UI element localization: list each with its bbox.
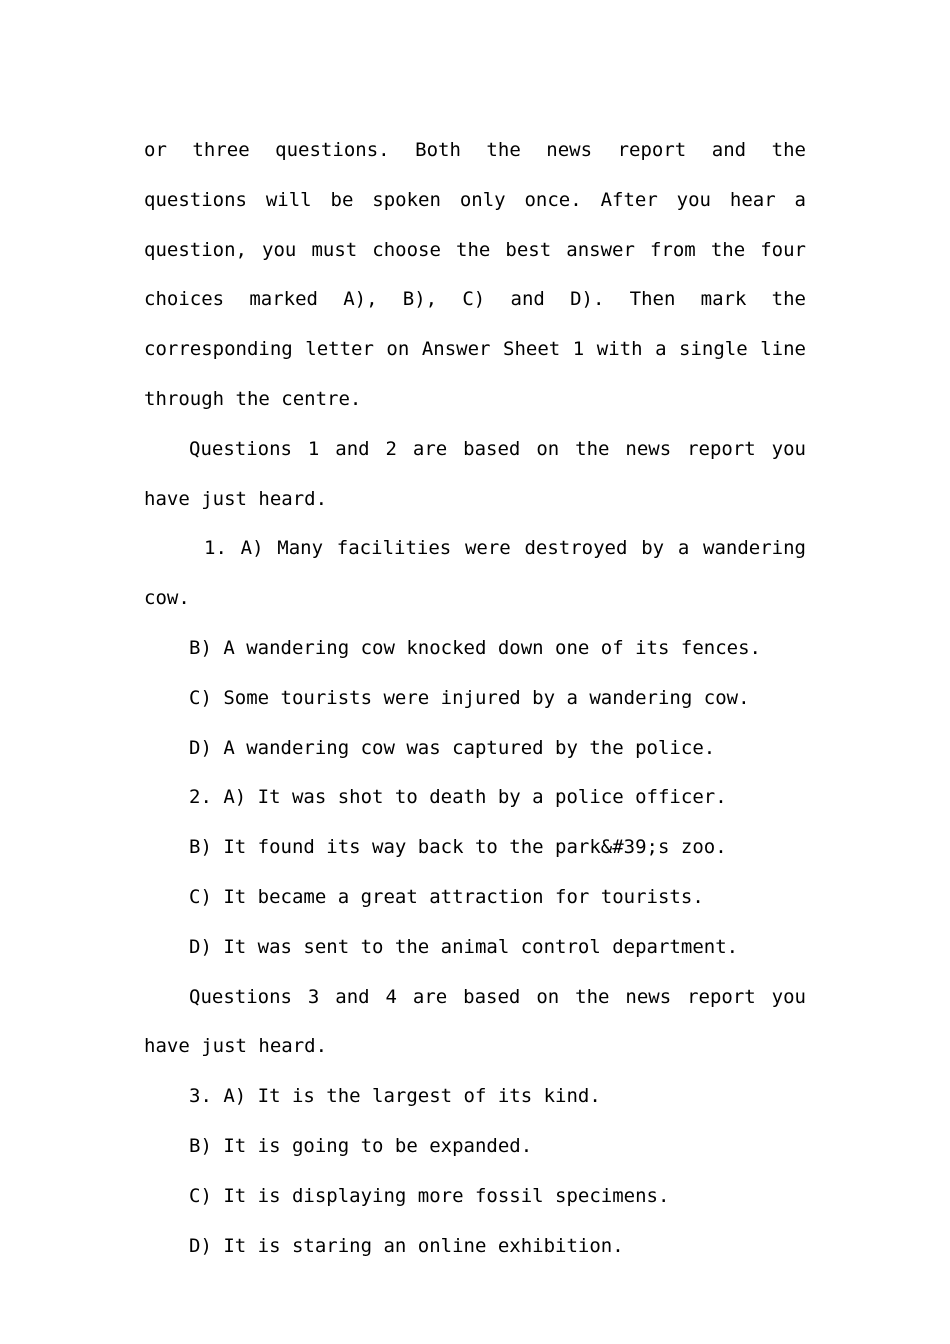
group2-instruction: Questions 3 and 4 are based on the news report you have just heard.	[144, 985, 806, 1058]
q3-option-c: C) It is displaying more fossil specimens.	[189, 1184, 670, 1207]
document-page	[144, 126, 806, 1271]
q1-option-a: 1. A) Many facilities were destroyed by a wandering cow.	[144, 537, 806, 610]
q2-option-b: B) It found its way back to the park&#39;s zoo.	[189, 836, 727, 859]
q1-option-b: B) A wandering cow knocked down one of its fences.	[189, 636, 761, 659]
q3-option-d: D) It is staring an online exhibition.	[189, 1234, 624, 1257]
q1-option-d: D) A wandering cow was captured by the police.	[189, 736, 716, 759]
q3-option-b: B) It is going to be expanded.	[189, 1134, 533, 1157]
q2-option-c: C) It became a great attraction for tourists.	[189, 885, 704, 908]
q2-option-d: D) It was sent to the animal control department.	[189, 935, 739, 958]
group1-instruction: Questions 1 and 2 are based on the news report you have just heard.	[144, 437, 806, 510]
q1-option-c: C) Some tourists were injured by a wandering cow.	[189, 686, 750, 709]
q2-option-a: 2. A) It was shot to death by a police officer.	[189, 786, 727, 809]
intro-paragraph: or three questions. Both the news report and the questions will be spoken only once. After you hear a question, you must choose the best answer from the four choices marked A), B), C) and D). Then mark the corresponding letter on Answer Sheet 1 with a single line through the centre.	[144, 139, 806, 410]
q3-option-a: 3. A) It is the largest of its kind.	[189, 1085, 601, 1108]
